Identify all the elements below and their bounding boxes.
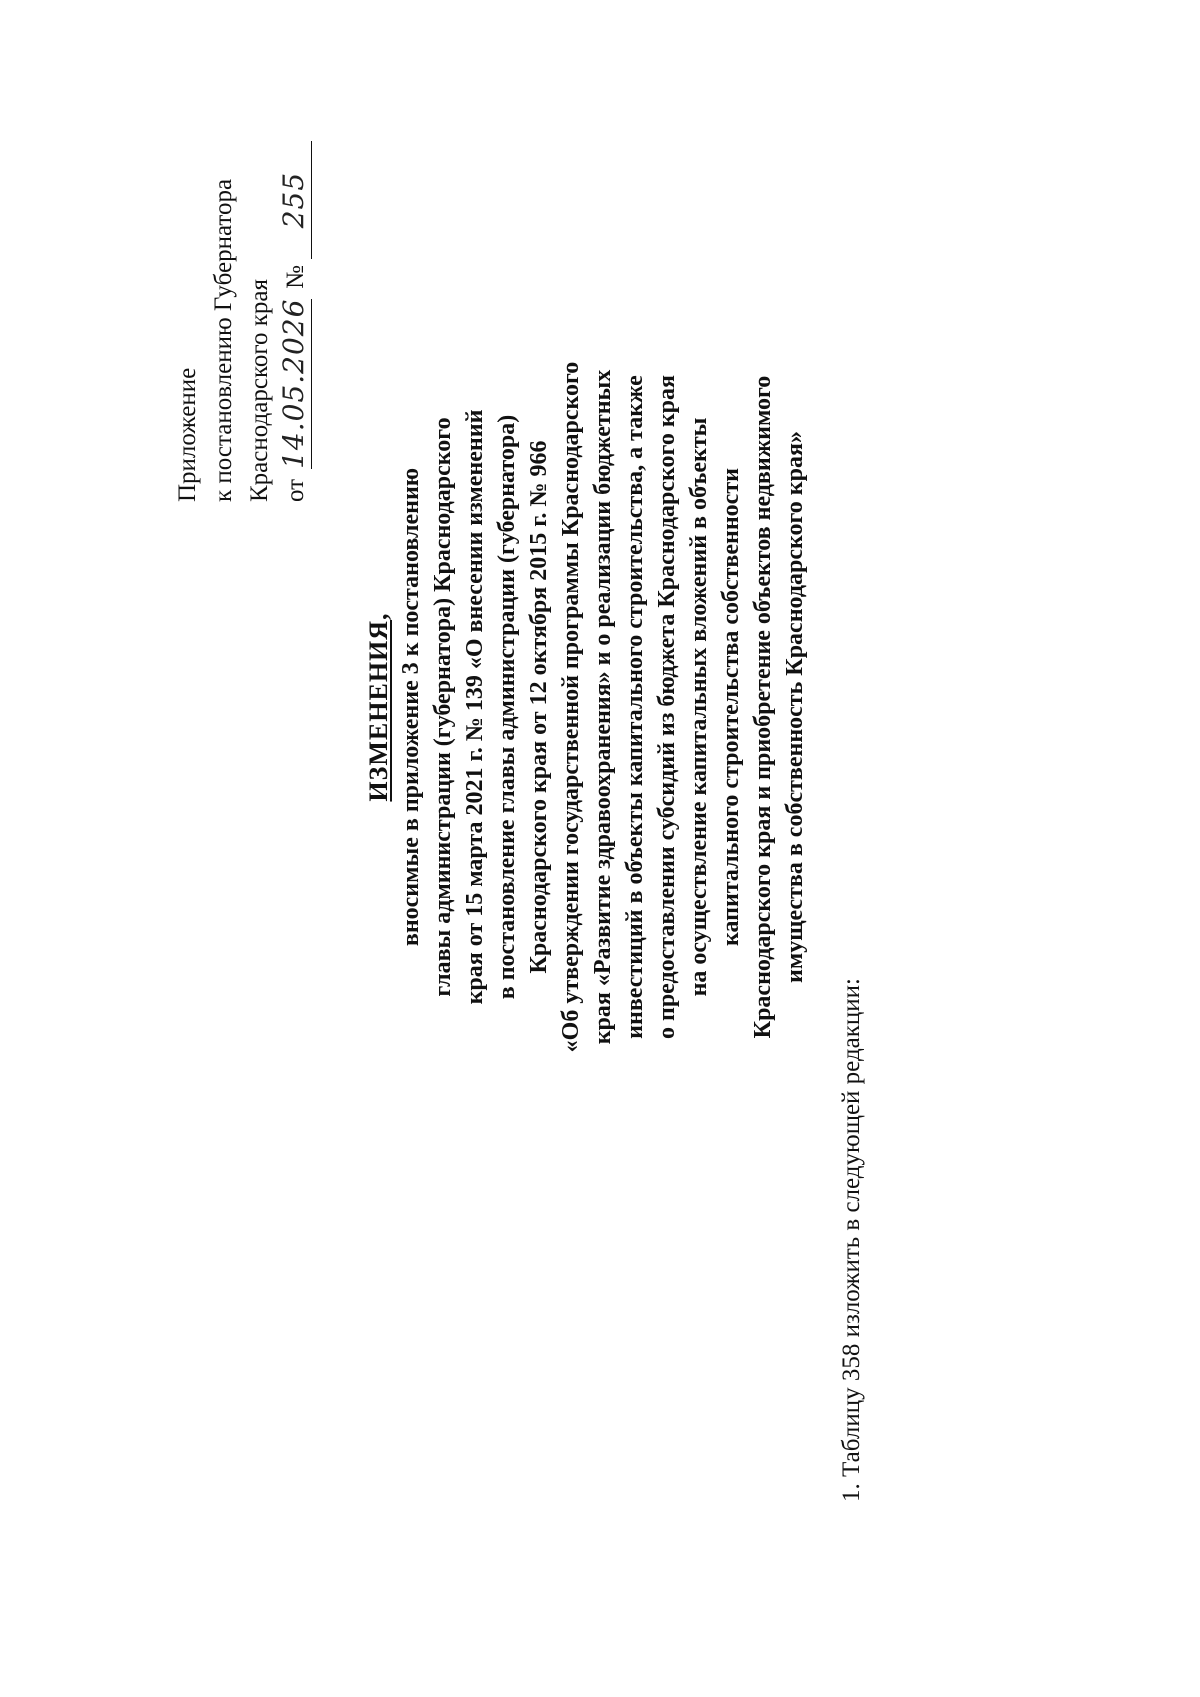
handwritten-date: 14.05.2026	[277, 298, 310, 469]
appendix-line-3: Краснодарского края	[246, 279, 273, 502]
handwritten-number: 255	[277, 171, 310, 229]
title-line: Краснодарского края от 12 октября 2015 г. № 966	[526, 440, 552, 974]
title-line: «Об утверждении государственной программы Краснодарского	[558, 361, 584, 1053]
heading-text: ИЗМЕНЕНИЯ	[364, 619, 393, 802]
document-heading	[363, 307, 395, 1107]
appendix-line-2: к постановлению Губернатора	[210, 178, 237, 502]
title-line: в постановление главы администрации (губернатора)	[494, 414, 520, 1000]
title-line: Краснодарского края и приобретение объектов недвижимого	[750, 375, 776, 1039]
body-paragraph: 1. Таблицу 358 изложить в следующей редакции:	[838, 978, 865, 1502]
title-line: капитального строительства собственности	[718, 468, 744, 946]
number-field	[279, 141, 312, 259]
heading-comma: ,	[364, 612, 393, 620]
from-label: от	[282, 478, 309, 502]
title-line: края «Развитие здравоохранения» и о реализации бюджетных	[590, 369, 616, 1045]
number-sign: №	[282, 265, 309, 289]
title-line: на осуществление капитальных вложений в объекты	[686, 417, 712, 997]
title-line: имущества в собственность Краснодарского края»	[782, 431, 808, 983]
date-field	[279, 299, 312, 469]
title-line: главы администрации (губернатора) Краснодарского	[430, 417, 456, 997]
appendix-reference-line	[278, 62, 314, 502]
appendix-line-1: Приложение	[174, 367, 201, 502]
title-line: края от 15 марта 2021 г. № 139 «О внесении изменений	[462, 409, 488, 1005]
title-block	[363, 307, 811, 1107]
title-line: инвестиций в объекты капитального строительства, а также	[622, 375, 648, 1039]
appendix-block	[170, 62, 314, 502]
title-line: о предоставлении субсидий из бюджета Краснодарского края	[654, 375, 680, 1039]
title-line: вносимые в приложение 3 к постановлению	[398, 467, 424, 947]
